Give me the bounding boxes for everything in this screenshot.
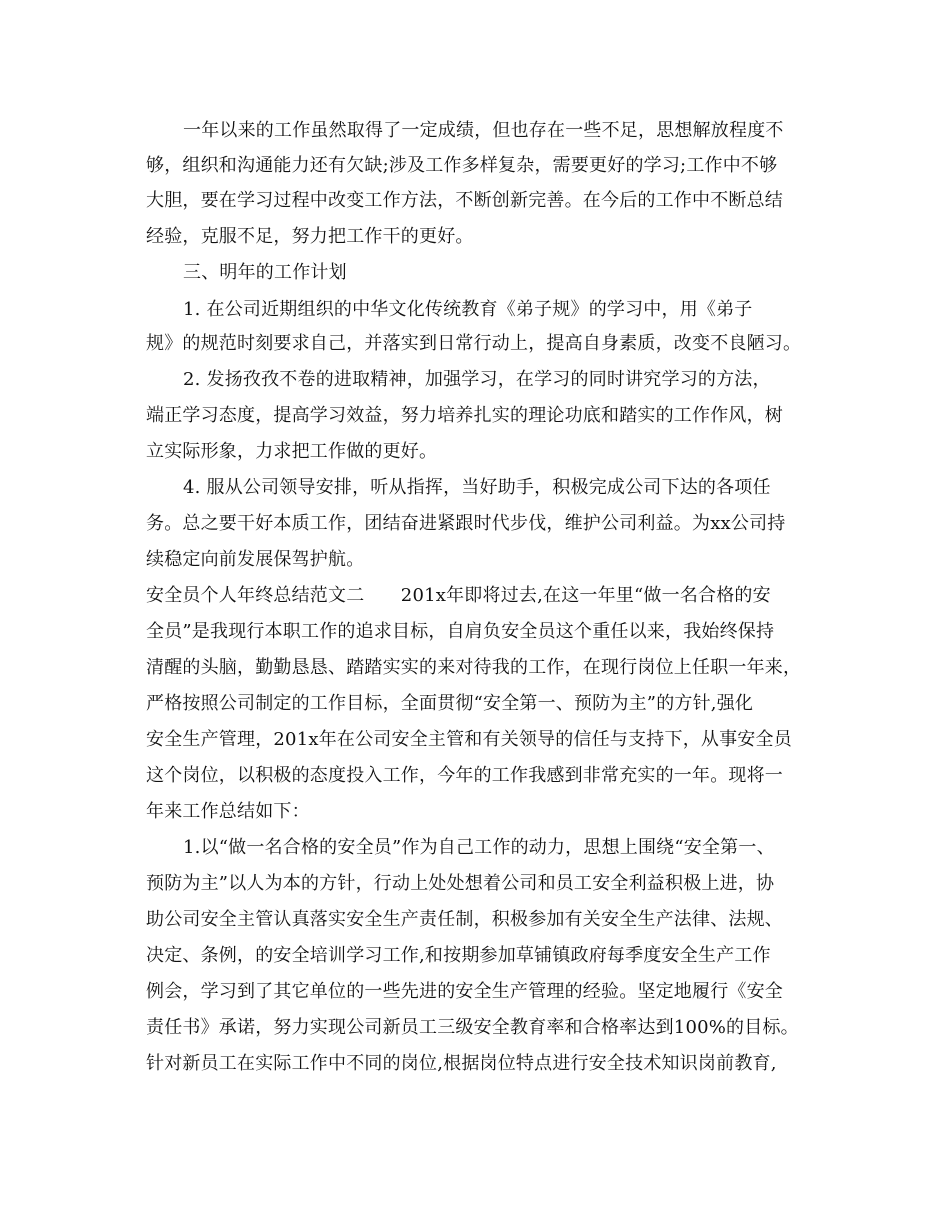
text-line: 例会，学习到了其它单位的一些先进的安全生产管理的经验。坚定地履行《安全 [146,981,783,1002]
text-line: 针对新员工在实际工作中不同的岗位,根据岗位特点进行安全技术知识岗前教育, [146,1053,777,1074]
text-line: 安全生产管理，201x年在公司安全主管和有关领导的信任与支持下，从事安全员 [146,729,792,750]
text-line: 够，组织和沟通能力还有欠缺;涉及工作多样复杂，需要更好的学习;工作中不够 [146,155,778,176]
text-line: 一年以来的工作虽然取得了一定成绩，但也存在一些不足，思想解放程度不 [183,120,784,141]
text-line: 助公司安全主管认真落实安全生产责任制，积极参加有关安全生产法律、法规、 [146,909,783,930]
text-line: 续稳定向前发展保驾护航。 [146,549,365,570]
text-line: 规》的规范时刻要求自己，并落实到日常行动上，提高自身素质，改变不良陋习。 [146,333,802,354]
text-line: 2. 发扬孜孜不卷的进取精神，加强学习，在学习的同时讲究学习的方法， [183,369,771,390]
text-line: 安全员个人年终总结范文二 201x年即将过去,在这一年里“做一名合格的安 [146,585,771,606]
text-line: 预防为主”以人为本的方针，行动上处处想着公司和员工安全利益积极上进，协 [146,873,775,894]
text-line: 清醒的头脑，勤勤恳恳、踏踏实实的来对待我的工作，在现行岗位上任职一年来， [146,657,802,678]
text-line: 经验，克服不足，努力把工作干的更好。 [146,226,474,247]
text-line: 年来工作总结如下： [146,801,310,822]
section-heading: 三、明年的工作计划 [183,262,347,283]
text-line: 立实际形象，力求把工作做的更好。 [146,441,438,462]
text-line: 端正学习态度，提高学习效益，努力培养扎实的理论功底和踏实的工作作风，树 [146,405,783,426]
text-line: 大胆，要在学习过程中改变工作方法，不断创新完善。在今后的工作中不断总结 [146,190,783,211]
text-line: 全员”是我现行本职工作的追求目标，自肩负安全员这个重任以来，我始终保持 [146,621,775,642]
text-line: 1.以“做一名合格的安全员”作为自己工作的动力，思想上围绕“安全第一、 [183,837,775,858]
text-line: 决定、条例，的安全培训学习工作,和按期参加草铺镇政府每季度安全生产工作 [146,945,771,966]
text-line: 务。总之要干好本质工作，团结奋进紧跟时代步伐，维护公司利益。为xx公司持 [146,513,786,534]
text-line: 1. 在公司近期组织的中华文化传统教育《弟子规》的学习中，用《弟子 [183,299,753,320]
text-line: 4. 服从公司领导安排，听从指挥，当好助手，积极完成公司下达的各项任 [183,477,771,498]
text-line: 这个岗位，以积极的态度投入工作，今年的工作我感到非常充实的一年。现将一 [146,765,783,786]
text-line: 严格按照公司制定的工作目标，全面贯彻“安全第一、预防为主”的方针,强化 [146,693,754,714]
text-line: 责任书》承诺，努力实现公司新员工三级安全教育率和合格率达到100%的目标。 [146,1017,799,1038]
